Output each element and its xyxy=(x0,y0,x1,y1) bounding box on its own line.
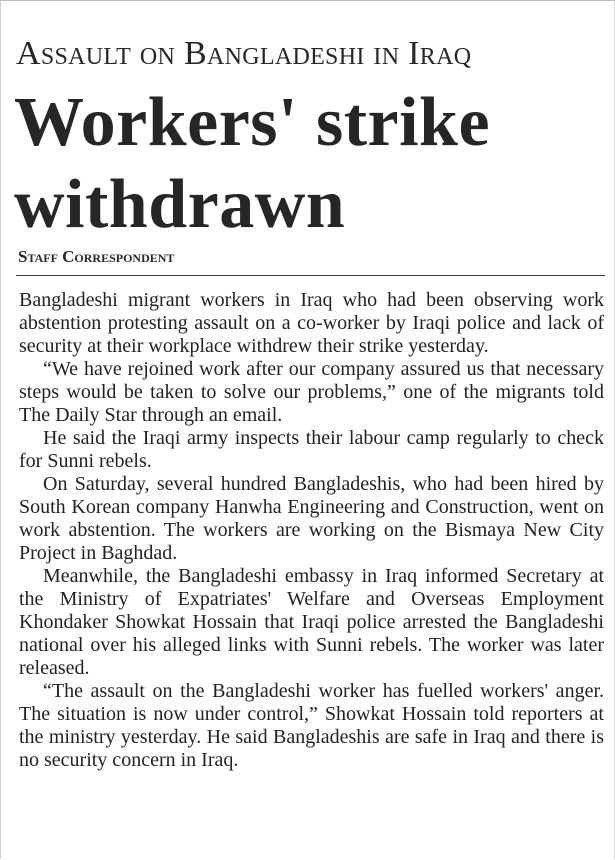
paragraph-4: On Saturday, several hundred Bangladeshis, who had been hired by South Korean company Hanwha Engineering and Construction, went on work abstention. The workers are working on the Bismaya New City Project in Baghdad. xyxy=(19,473,604,564)
divider-rule xyxy=(16,275,605,276)
byline: Staff Correspondent xyxy=(18,247,175,266)
headline-line-2: withdrawn xyxy=(14,166,346,243)
paragraph-3: He said the Iraqi army inspects their labour camp regularly to check for Sunni rebels. xyxy=(19,427,604,472)
paragraph-2: “We have rejoined work after our company assured us that necessary steps would be taken to solve our problems,” one of the migrants told The Daily Star through an email. xyxy=(19,358,604,426)
top-border xyxy=(0,0,615,1)
headline-line-1: Workers' strike xyxy=(14,84,491,161)
main-headline xyxy=(14,82,609,246)
paragraph-5: Meanwhile, the Bangladeshi embassy in Iraq informed Secretary at the Ministry of Expatriates' Welfare and Overseas Employment Khondaker Showkat Hossain that Iraqi police arrested the Bangladeshi national over his alleged links with Sunni rebels. The worker was later released. xyxy=(19,565,604,679)
paragraph-6: “The assault on the Bangladeshi worker has fuelled workers' anger. The situation is now under control,” Showkat Hossain told reporters at the ministry yesterday. He said Bangladeshis are safe in Iraq and there is no security concern in Iraq. xyxy=(19,680,604,771)
kicker-headline: Assault on Bangladeshi in Iraq xyxy=(16,35,472,72)
article-body xyxy=(19,289,604,772)
paragraph-1: Bangladeshi migrant workers in Iraq who had been observing work abstention protesting assault on a co-worker by Iraqi police and lack of security at their workplace withdrew their strike yesterday. xyxy=(19,289,604,357)
